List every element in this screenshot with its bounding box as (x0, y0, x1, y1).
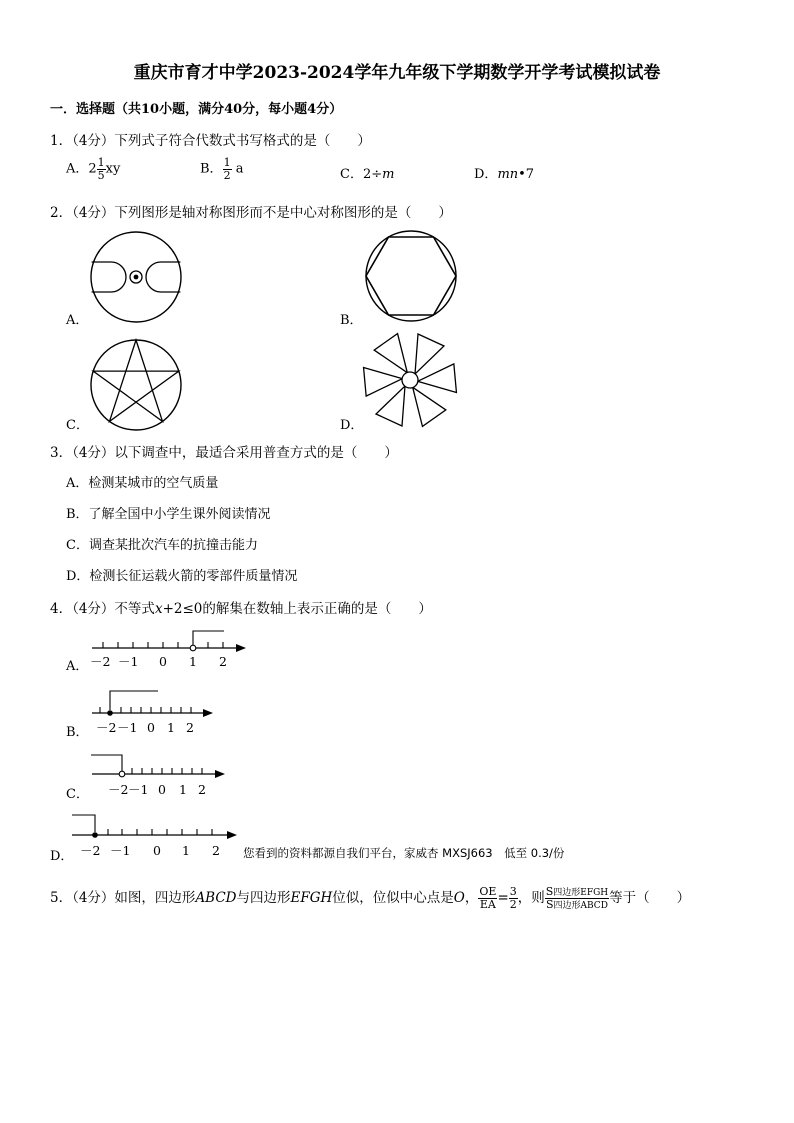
option-label: C． (340, 167, 363, 182)
tick-label: －2 (80, 843, 101, 858)
variable: xy (105, 161, 121, 177)
tick-label: 2 (219, 654, 227, 669)
q2-option-d-label[interactable]: D． (340, 418, 364, 433)
stem-part: 4．（4分）不等式 (50, 601, 155, 617)
q5-stem: 5．（4分）如图，四边形ABCD与四边形EFGH位似，位似中心点是O， $\frac{OE}{EA}$ = $\frac{3}{2}$ ，则 $\frac{\text{S四边形EFGH}}{\text{S四边形ABCD}}$ 等于（ ） (50, 884, 691, 911)
figure-circle-with-slots (89, 230, 183, 324)
q4-option-a-label[interactable]: A． (66, 659, 89, 674)
number-line-a (88, 628, 253, 668)
q3-stem: 3．（4分）以下调查中，最适合采用普查方式的是（ ） (50, 445, 398, 461)
tick-label: 2 (198, 782, 206, 797)
q4-option-b-label[interactable]: B． (66, 725, 89, 740)
tick-label: －1 (117, 720, 138, 735)
tick-label: －2 (90, 654, 111, 669)
stem-part: ，则 (517, 890, 545, 906)
q1-option-a[interactable] (66, 157, 120, 181)
section-heading: 一．选择题（共10小题，满分40分，每小题4分） (50, 102, 343, 117)
variable: x (154, 601, 163, 617)
q3-option-a[interactable]: A．检测某城市的空气质量 (66, 476, 219, 491)
q3-option-d[interactable]: D．检测长征运载火箭的零部件质量情况 (66, 569, 298, 584)
q1-stem: 1．（4分）下列式子符合代数式书写格式的是（ ） (50, 133, 371, 149)
option-label: B． (200, 161, 223, 177)
fraction-oe-ea: $\frac{OE}{EA}$ (479, 885, 497, 911)
fraction: $\frac{1}{2}$ (223, 156, 231, 182)
stem-part: 位似，位似中心点是 (332, 890, 454, 906)
q2-option-a-label[interactable]: A． (66, 313, 89, 328)
q2-option-b-label[interactable]: B． (340, 313, 363, 328)
tick-label: －1 (118, 654, 139, 669)
tick-label: 0 (158, 782, 166, 797)
stem-part: 5．（4分）如图，四边形 (50, 890, 196, 906)
number-line-b (88, 689, 220, 735)
q4-option-d-label[interactable]: D． (50, 849, 74, 864)
variable: a (235, 161, 244, 177)
tick-label: －1 (128, 782, 149, 797)
tick-label: 1 (179, 782, 187, 797)
stem-part: 等于（ ） (609, 890, 691, 906)
expression: 2÷ (362, 167, 383, 182)
number-line-c (88, 752, 230, 798)
figure-circle-star (89, 338, 183, 432)
q1-option-b[interactable] (200, 157, 243, 181)
mixed-whole: 2 (88, 161, 97, 177)
q4-stem (50, 597, 432, 617)
tick-label: －2 (108, 782, 129, 797)
stem-part: ， (464, 890, 479, 906)
tick-label: －2 (96, 720, 117, 735)
point-name: O (453, 890, 465, 906)
figure-circle-hexagon (364, 229, 458, 323)
variable: m (382, 167, 395, 182)
tick-label: 0 (147, 720, 155, 735)
number-line-d (70, 812, 245, 860)
figure-pinwheel (362, 332, 458, 428)
option-label: A． (66, 161, 89, 177)
page-title: 重庆市育才中学2023-2024学年九年级下学期数学开学考试模拟试卷 (133, 63, 661, 83)
shape-name: EFGH (290, 890, 333, 906)
fraction-area-ratio: $\frac{\text{S四边形EFGH}}{\text{S四边形ABCD}}$ (545, 884, 609, 911)
tick-label: 2 (186, 720, 194, 735)
q2-stem: 2．（4分）下列图形是轴对称图形而不是中心对称图形的是（ ） (50, 205, 452, 221)
shape-name: ABCD (195, 890, 237, 906)
tick-label: 1 (189, 654, 197, 669)
tick-label: 1 (167, 720, 175, 735)
stem-part: +2≤0的解集在数轴上表示正确的是（ ） (162, 601, 432, 617)
stem-part: 与四边形 (236, 890, 291, 906)
fraction: $\frac{1}{5}$ (97, 156, 105, 182)
q1-option-c[interactable] (340, 163, 394, 182)
tick-label: 1 (182, 843, 190, 858)
tick-label: 0 (159, 654, 167, 669)
fraction-3-2: $\frac{3}{2}$ (509, 885, 517, 911)
q4-option-c-label[interactable]: C． (66, 787, 89, 802)
q3-option-c[interactable]: C．调查某批次汽车的抗撞击能力 (66, 538, 258, 553)
tick-label: 0 (153, 843, 161, 858)
watermark-text: 您看到的资料都源自我们平台，家威杏 MXSJ663 低至 0.3/份 (243, 846, 565, 860)
q2-option-c-label[interactable]: C． (66, 418, 89, 433)
variable: mn (497, 167, 519, 182)
option-label: D． (474, 167, 498, 182)
q3-option-b[interactable]: B．了解全国中小学生课外阅读情况 (66, 507, 271, 522)
q1-option-d[interactable] (474, 163, 534, 182)
tick-label: －1 (110, 843, 131, 858)
expression: •7 (518, 167, 535, 182)
tick-label: 2 (212, 843, 220, 858)
